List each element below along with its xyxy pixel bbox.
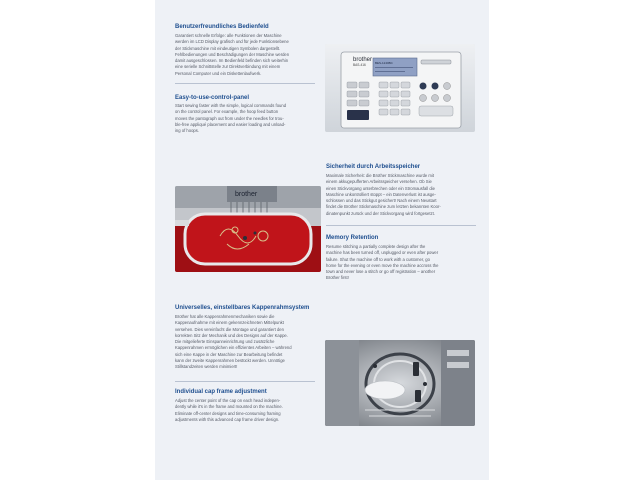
machine-brand-label: brother [235, 191, 258, 198]
divider [175, 83, 315, 84]
paragraph-cap-frame-en: Adjust the center point of the cap on each head indepen- dently while it's in the frame and mounted on the machine. Eliminate off-center designs and time-consuming framing adjustments with this advanced cap frame driver design. [175, 398, 283, 422]
lcd-screen-text: BES-1240BC [375, 61, 393, 65]
paragraph-cap-frame-de: Brother hat alle Kappenrahmenmechaniken sowie die Kappenaufnahme mit einem gekennzeichneten Mittelpunkt versehen. Dies vereinfacht die Montage und garantiert den korrekten Sitz der Mechanik und des Designs auf der Kappe. Die mitgelieferte Einspanneinrichtung und zusätzliche Kappenrahmen ermöglichen ein effizientes Arbeiten – während sich eine Kappe in der Maschine zur Bearbeitung befindet kann der zweite Kappenrahmen bestückt werden. Unnötige Stillstandzeiten werden minimiert! [175, 314, 292, 370]
heading-memory-de: Sicherheit durch Arbeitsspeicher [326, 164, 421, 170]
control-panel-photo [325, 44, 475, 132]
cap-frame-photo [325, 340, 475, 426]
divider [326, 225, 476, 226]
panel-model-label: BAS-416 [353, 63, 366, 67]
heading-control-panel-de: Benutzerfreundliches Bedienfeld [175, 24, 269, 30]
paragraph-memory-en: Resume stitching a partially complete design after the machine has been turned off, unplugged or even after power failure. Shut the machine off to work with a customer, go home for the evening or even move the machine accross the town and never lose a stitch or go off registration – another Brother first! [326, 244, 439, 281]
heading-cap-frame-de: Universelles, einstellbares Kappenrahmsystem [175, 305, 310, 311]
divider [175, 381, 315, 382]
heading-memory-en: Memory Retention [326, 235, 379, 241]
paragraph-control-panel-de: Garantiert schnelle Erfolge: alle Funktionen der Maschine werden im LCD Display grafisch und für jede Funktionsebene der Stickmaschine mit eindeutigen Symbolen dargestellt. Fehlbedienungen und Beschädigungen der Maschine werden damit ausgeschlossen. Im Bedienfeld befinden sich weiterhin eine serielle Schnittstelle zur Direktverbindung mit einem Personal Computer und ein Diskettenlaufwerk. [175, 33, 290, 76]
brochure-page [155, 0, 489, 480]
heading-cap-frame-en: Individual cap frame adjustment [175, 389, 267, 395]
paragraph-memory-de: Maximale Sicherheit: die Brother Stickmaschine wurde mit einem akkugepufferten Arbeitsspeicher versehen. Ob Sie einen Stickvorgang unterbrechen oder ein Stromausfall die Maschine unkontrolliert stoppt – ein Datenverlust ist ausge- schlossen und das Stickgut gesichert! Nach einem Neustart findet die Brother Stickmaschine zum letzten bekannten Koor- dinatenpunkt zurück und der Stickvorgang wird fortgesetzt. [326, 173, 441, 216]
heading-control-panel-en: Easy-to-use-control-panel [175, 95, 250, 101]
paragraph-control-panel-en: Start sewing faster with the simple, logical commands found on the control panel. For example, the hoop feed button moves the pantograph out from under the needles for trou- ble-free appliqué placement and easier loading and unload- ing of hoops. [175, 103, 287, 134]
embroidery-machine-photo [175, 186, 321, 272]
panel-brand-label: brother [353, 57, 373, 63]
